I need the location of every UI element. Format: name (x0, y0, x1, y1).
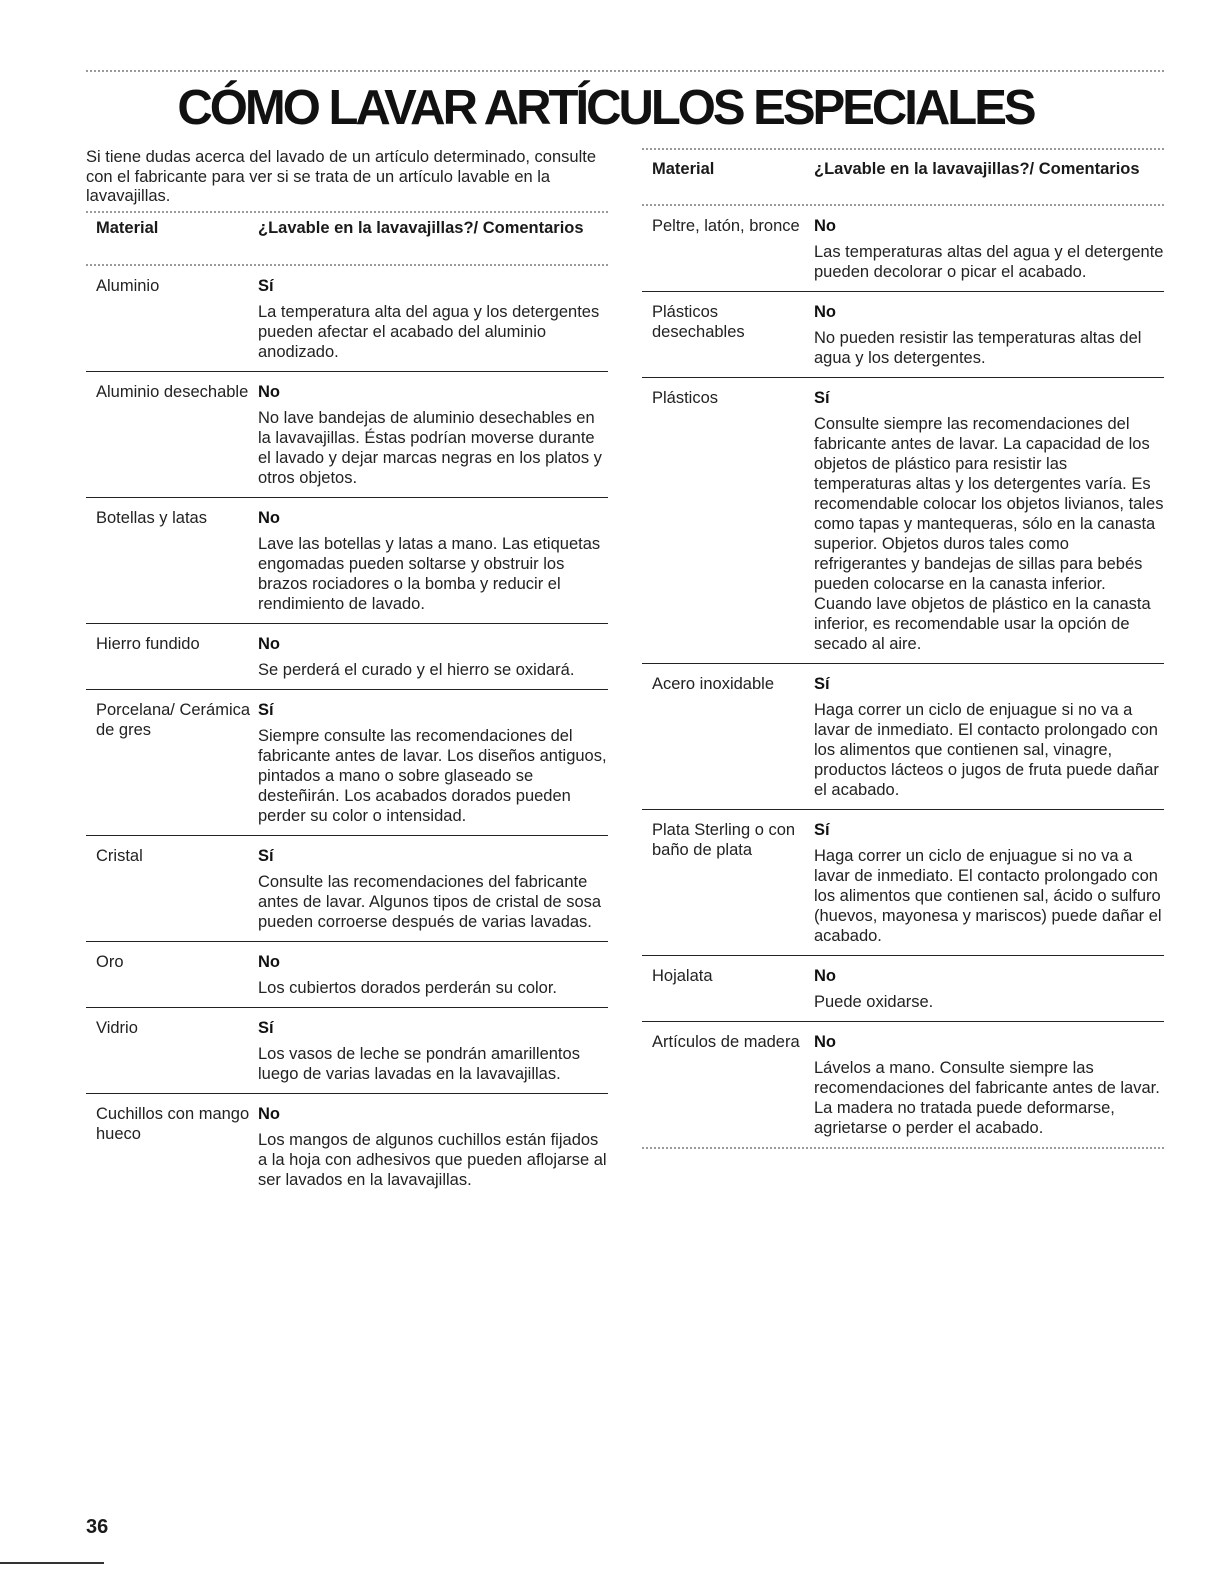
right-table (642, 148, 1164, 1149)
table-row (86, 1008, 608, 1094)
comment-cell (258, 1104, 608, 1190)
material-cell: Aluminio (96, 277, 160, 295)
comment-cell (258, 700, 608, 826)
material-cell: Hojalata (652, 967, 713, 985)
comment-text: No pueden resistir las temperaturas altas del agua y los detergentes. (814, 329, 1142, 367)
table-row (642, 810, 1164, 956)
washable-answer: No (258, 509, 280, 527)
material-cell: Plata Sterling o con baño de plata (652, 821, 796, 859)
washable-answer: No (814, 967, 836, 985)
comment-cell (258, 952, 608, 998)
washable-answer: Sí (258, 701, 274, 719)
page-title: CÓMO LAVAR ARTÍCULOS ESPECIALES (177, 81, 1034, 135)
comment-text: Lave las botellas y latas a mano. Las etiquetas engomadas pueden soltarse y obstruir los brazos rociadores o la bomba y reducir el rendimiento de lavado. (258, 535, 601, 613)
table-row (86, 498, 608, 624)
table-row (86, 690, 608, 836)
comment-cell (814, 820, 1164, 946)
comment-cell (814, 966, 1164, 1012)
material-cell: Peltre, latón, bronce (652, 217, 800, 235)
material-cell: Porcelana/ Cerámica de gres (96, 701, 251, 739)
comment-text: La temperatura alta del agua y los detergentes pueden afectar el acabado del aluminio anodizado. (258, 303, 600, 361)
comment-cell (258, 276, 608, 362)
comment-cell (258, 634, 608, 680)
comment-text: Consulte las recomendaciones del fabricante antes de lavar. Algunos tipos de cristal de sosa pueden corroerse después de varias lavadas. (258, 873, 602, 931)
left-table-header (86, 213, 608, 266)
material-cell: Hierro fundido (96, 635, 200, 653)
table-row (86, 942, 608, 1008)
right-table-header (642, 150, 1164, 206)
washable-answer: No (814, 1033, 836, 1051)
washable-answer: No (258, 635, 280, 653)
top-dotted-rule (86, 70, 1164, 72)
comment-cell (258, 508, 608, 614)
table-row (642, 206, 1164, 292)
comment-cell (814, 216, 1164, 282)
comment-text: Se perderá el curado y el hierro se oxidará. (258, 661, 575, 679)
table-row (86, 372, 608, 498)
comment-cell (258, 1018, 608, 1084)
table-row (86, 836, 608, 942)
material-cell: Plásticos (652, 389, 719, 407)
comment-cell (258, 846, 608, 932)
table-row (642, 378, 1164, 664)
washable-answer: No (258, 383, 280, 401)
header-material: Material (652, 160, 715, 178)
material-cell: Aluminio desechable (96, 383, 249, 401)
comment-text: Lávelos a mano. Consulte siempre las recomendaciones del fabricante antes de lavar. La madera no tratada puede deformarse, agrietarse o perder el acabado. (814, 1059, 1160, 1137)
washable-answer: No (814, 303, 836, 321)
comment-text: Consulte siempre las recomendaciones del fabricante antes de lavar. La capacidad de los objetos de plástico para resistir las temperaturas altas y los detergentes varía. Es recomendable colocar los objetos livianos, tales como tapas y mantequeras, sólo en la canasta superior. Objetos duros tales como refrigerantes y bandejas de sillas para bebés pueden colocarse en la canasta inferior. Cuando lave objetos de plástico en la canasta inferior, es recomendable usar la opción de secado al aire. (814, 415, 1164, 653)
washable-answer: No (258, 1105, 280, 1123)
comment-text: Los vasos de leche se pondrán amarillentos luego de varias lavadas en la lavavajillas. (258, 1045, 580, 1083)
washable-answer: Sí (258, 277, 274, 295)
comment-text: No lave bandejas de aluminio desechables en la lavavajillas. Éstas podrían moverse durante el lavado y dejar marcas negras en los platos y otros objetos. (258, 409, 602, 487)
comment-text: Puede oxidarse. (814, 993, 934, 1011)
table-row (86, 266, 608, 372)
comment-text: Las temperaturas altas del agua y el detergente pueden decolorar o picar el acabado. (814, 243, 1164, 281)
intro-paragraph: Si tiene dudas acerca del lavado de un artículo determinado, consulte con el fabricante para ver si se trata de un artículo lavable en la lavavajillas. (86, 148, 596, 205)
washable-answer: Sí (814, 821, 830, 839)
comment-text: Siempre consulte las recomendaciones del fabricante antes de lavar. Los diseños antiguos, pintados a mano o sobre glaseado se desteñirán. Los acabados dorados pueden perder su color o intensidad. (258, 727, 607, 825)
washable-answer: Sí (258, 847, 274, 865)
bottom-rule (0, 1562, 104, 1564)
page-number: 36 (86, 1516, 109, 1538)
material-cell: Acero inoxidable (652, 675, 774, 693)
washable-answer: No (814, 217, 836, 235)
comment-text: Los mangos de algunos cuchillos están fijados a la hoja con adhesivos que pueden aflojarse al ser lavados en la lavavajillas. (258, 1131, 607, 1189)
material-cell: Artículos de madera (652, 1033, 800, 1051)
washable-answer: Sí (258, 1019, 274, 1037)
comment-text: Haga correr un ciclo de enjuague si no va a lavar de inmediato. El contacto prolongado con los alimentos que contienen sal, ácido o sulfuro (huevos, mayonesa y mariscos) puede dañar el acabado. (814, 847, 1162, 945)
washable-answer: Sí (814, 389, 830, 407)
comment-cell (814, 674, 1164, 800)
material-cell: Cuchillos con mango hueco (96, 1105, 250, 1143)
table-row (642, 1022, 1164, 1149)
header-comment: ¿Lavable en la lavavajillas?/ Comentarios (258, 219, 584, 237)
left-table (86, 211, 608, 1199)
comment-cell (814, 302, 1164, 368)
left-table-body (86, 266, 608, 1199)
material-cell: Cristal (96, 847, 143, 865)
comment-text: Los cubiertos dorados perderán su color. (258, 979, 558, 997)
comment-text: Haga correr un ciclo de enjuague si no va a lavar de inmediato. El contacto prolongado con los alimentos que contienen sal, vinagre, productos lácteos o jugos de fruta puede dañar el acabado. (814, 701, 1159, 799)
table-row (642, 956, 1164, 1022)
table-row (642, 664, 1164, 810)
table-row (86, 624, 608, 690)
washable-answer: Sí (814, 675, 830, 693)
table-row (642, 292, 1164, 378)
comment-cell (258, 382, 608, 488)
washable-answer: No (258, 953, 280, 971)
header-comment: ¿Lavable en la lavavajillas?/ Comentarios (814, 160, 1140, 178)
comment-cell (814, 388, 1164, 654)
header-material: Material (96, 219, 159, 237)
material-cell: Oro (96, 953, 124, 971)
material-cell: Botellas y latas (96, 509, 207, 527)
material-cell: Vidrio (96, 1019, 138, 1037)
table-row (86, 1094, 608, 1199)
right-table-body (642, 206, 1164, 1149)
material-cell: Plásticos desechables (652, 303, 745, 341)
comment-cell (814, 1032, 1164, 1138)
